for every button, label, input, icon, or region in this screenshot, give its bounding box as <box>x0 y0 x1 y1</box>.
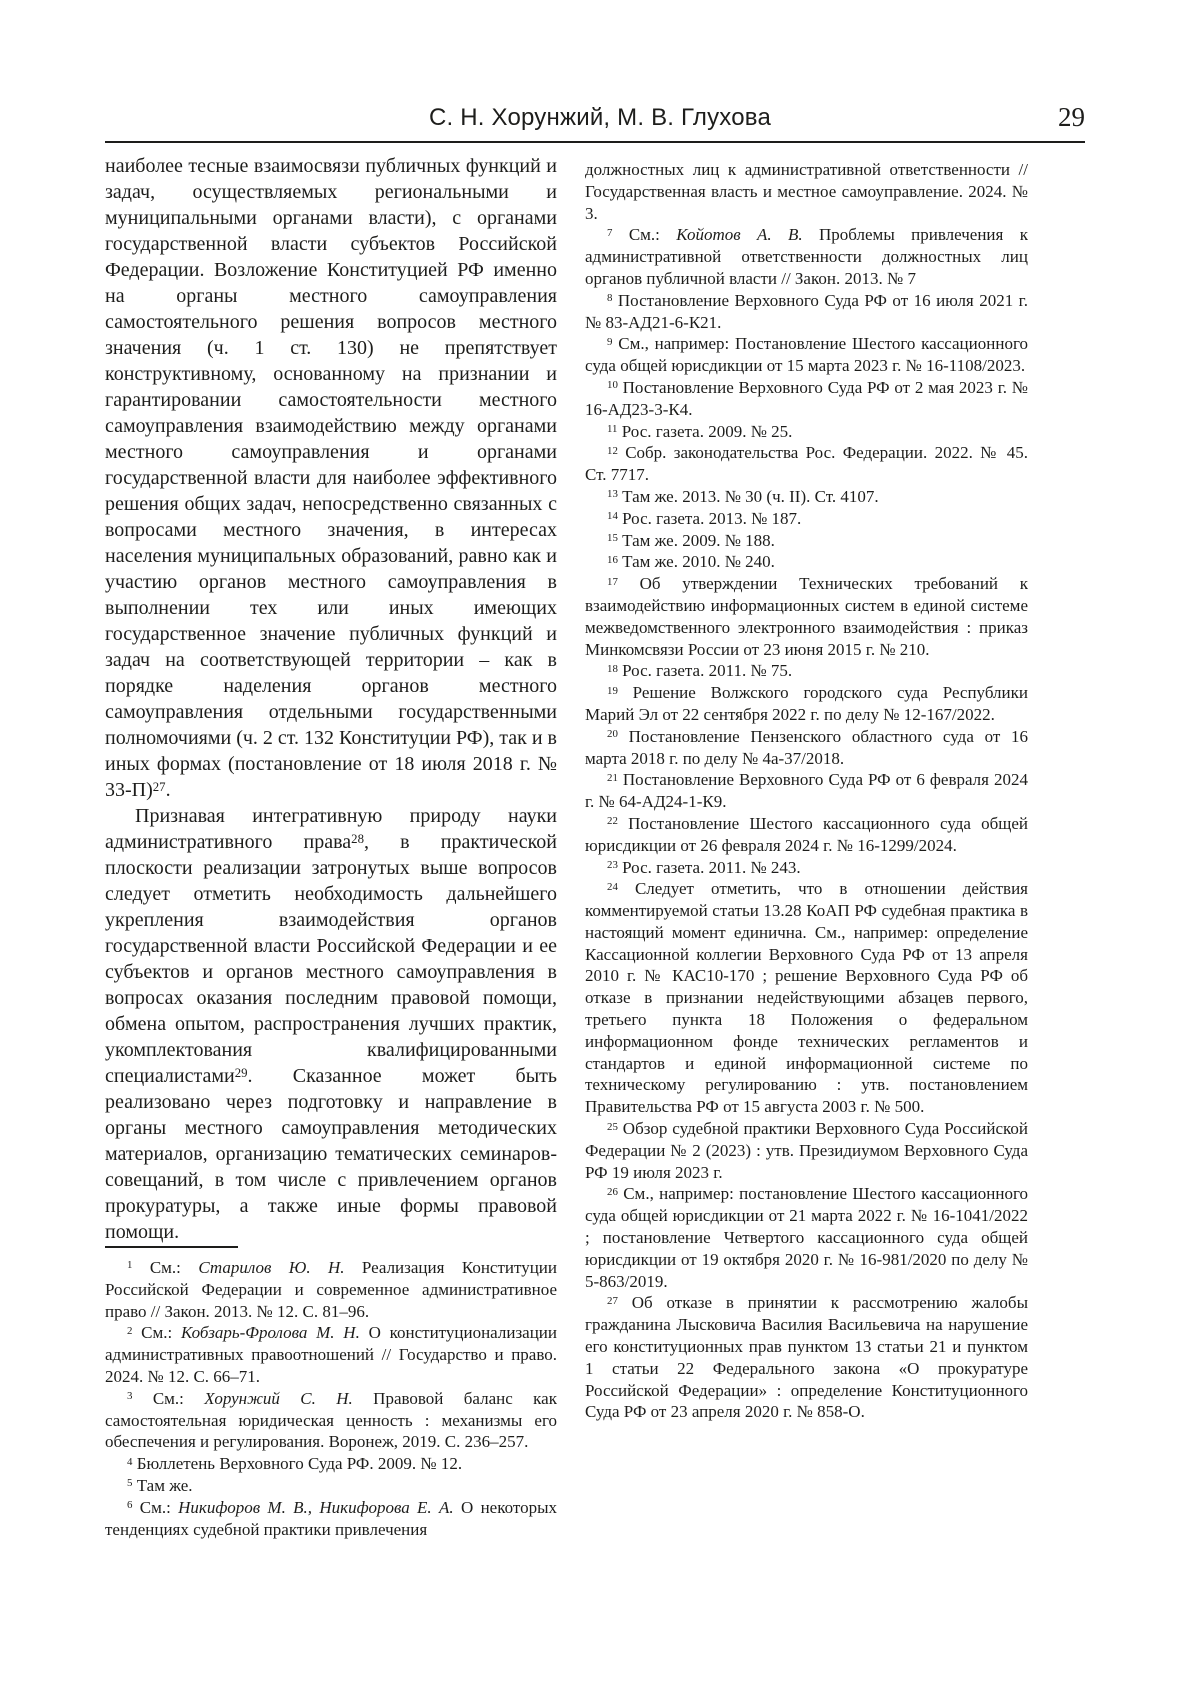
footnotes-left-column <box>105 1257 557 1565</box>
footnote-1: $^1$ См.: Старилов Ю. Н. Реализация Конституции Российской Федерации и современное административное право // Закон. 2013. № 12. С. 81–96. <box>105 1258 557 1321</box>
footnote-20: $^{20}$ Постановление Пензенского областного суда от 16 марта 2018 г. по делу № 4а-37/2018. <box>585 726 1028 768</box>
footnote-15: $^{15}$ Там же. 2009. № 188. <box>607 530 775 550</box>
footnote-2: $^2$ См.: Кобзарь-Фролова М. Н. О конституционализации административных правоотношений // Государство и право. 2024. № 12. С. 66–71. <box>105 1323 557 1386</box>
footnote-7: $^7$ См.: Койотов А. В. Проблемы привлечения к административной ответственности должностных лиц органов публичной власти // Закон. 2013. № 7 <box>585 225 1028 288</box>
page-number: 29 <box>1058 102 1085 132</box>
footnote-27: $^{27}$ Об отказе в принятии к рассмотрению жалобы гражданина Лысковича Василия Васильевича на нарушение его конституционных прав пунктом 13 статьи 21 и пунктом 1 статьи 22 Федерального закона «О прокуратуре Российской Федерации» : определение Конституционного Суда РФ от 23 апреля 2020 г. № 858-О. <box>585 1293 1028 1422</box>
footnote-8: $^8$ Постановление Верховного Суда РФ от 16 июля 2021 г. № 83-АД21-6-К21. <box>585 290 1028 332</box>
footnote-13: $^{13}$ Там же. 2013. № 30 (ч. II). Ст. 4107. <box>607 486 879 506</box>
header-rule <box>105 141 1085 143</box>
footnote-23: $^{23}$ Рос. газета. 2011. № 243. <box>607 857 801 877</box>
footnote-separator-rule <box>105 1246 238 1248</box>
footnote-11: $^{11}$ Рос. газета. 2009. № 25. <box>607 421 793 441</box>
footnote-19: $^{19}$ Решение Волжского городского суда Республики Марий Эл от 22 сентября 2022 г. по делу № 12-167/2022. <box>585 683 1028 724</box>
main-paragraph-2: Признавая интегративную природу науки административного права$^{28}$, в практической плоскости реализации затронутых выше вопросов следует отметить необходимость дальнейшего укрепления взаимодействия органов государственной власти Российской Федерации и ее субъектов и органов местного самоуправления в вопросах оказания последним правовой помощи, обмена опытом, распространения лучших практик, укомплектования квалифицированными специалистами$^{29}$. Сказанное может быть реализовано через подготовку и направление в органы местного самоуправления методических материалов, организацию тематических семинаров-совещаний, в том числе с привлечением органов прокуратуры, а также иные формы правовой помощи. <box>105 805 557 1243</box>
footnote-6-continuation: должностных лиц к административной ответственности // Государственная власть и местное самоуправление. 2024. № 3. <box>585 160 1028 223</box>
footnote-17: $^{17}$ Об утверждении Технических требований к взаимодействию информационных систем в единой системе межведомственного электронного взаимодействия : приказ Минкомсвязи России от 23 июня 2015 г. № 210. <box>585 574 1028 659</box>
main-paragraph-1: наиболее тесные взаимосвязи публичных функций и задач, осуществляемых региональными и муниципальными органами власти), с органами государственной власти субъектов Российской Федерации. Возложение Конституцией РФ именно на органы местного самоуправления самостоятельного решения вопросов местного значения (ч. 1 ст. 130) не препятствует конструктивному, основанному на признании и гарантировании самостоятельности местного самоуправления взаимодействию между органами местного самоуправления и органами государственной власти для наиболее эффективного решения общих задач, непосредственно связанных с вопросами местного значения, в интересах населения муниципальных образований, равно как и участию органов местного самоуправления в выполнении тех или иных имеющих государственное значение публичных функций и задач на соответствующей территории – как в порядке наделения органов местного самоуправления отдельными государственными полномочиями (ч. 2 ст. 132 Конституции РФ), так и в иных формах (постановление от 18 июля 2018 г. № 33-П)$^{27}$. <box>105 155 557 801</box>
running-title: С. Н. Хорунжий, М. В. Глухова <box>429 104 771 131</box>
footnote-25: $^{25}$ Обзор судебной практики Верховного Суда Российской Федерации № 2 (2023) : утв. Президиумом Верховного Суда РФ 19 июля 2023 г. <box>585 1119 1028 1182</box>
footnote-12: $^{12}$ Собр. законодательства Рос. Федерации. 2022. № 45. Ст. 7717. <box>585 443 1028 485</box>
footnote-5: $^5$ Там же. <box>127 1475 193 1495</box>
footnote-16: $^{16}$ Там же. 2010. № 240. <box>607 552 775 572</box>
footnote-3: $^3$ См.: Хорунжий С. Н. Правовой баланс как самостоятельная юридическая ценность : механизмы его обеспечения и регулирования. Воронеж, 2019. С. 236–257. <box>105 1388 557 1452</box>
footnote-21: $^{21}$ Постановление Верховного Суда РФ от 6 февраля 2024 г. № 64-АД24-1-К9. <box>585 770 1028 812</box>
footnote-4: $^4$ Бюллетень Верховного Суда РФ. 2009. № 12. <box>127 1454 463 1474</box>
footnote-22: $^{22}$ Постановление Шестого кассационного суда общей юрисдикции от 26 февраля 2024 г. № 16-1299/2024. <box>585 813 1028 855</box>
footnotes-right-column <box>585 159 1028 1563</box>
footnote-24: $^{24}$ Следует отметить, что в отношении действия комментируемой статьи 13.28 КоАП РФ судебная практика в настоящий момент единична. См., например: определение Кассационной коллегии Верховного Суда РФ от 13 апреля 2010 г. № КАС10-170 ; решение Верховного Суда РФ об отказе в признании недействующими абзацев первого, третьего пункта 18 Положения о федеральном информационном фонде технических регламентов и стандартов и единой информационной системе по техническому регулированию : утв. постановлением Правительства РФ от 15 августа 2003 г. № 500. <box>585 879 1028 1117</box>
footnote-14: $^{14}$ Рос. газета. 2013. № 187. <box>607 508 802 528</box>
footnote-26: $^{26}$ См., например: постановление Шестого кассационного суда общей юрисдикции от 21 марта 2022 г. № 16-1041/2022 ; постановление Четвертого кассационного суда общей юрисдикции от 19 октября 2020 г. № 16-981/2020 по делу № 5-863/2019. <box>585 1184 1028 1291</box>
footnote-10: $^{10}$ Постановление Верховного Суда РФ от 2 мая 2023 г. № 16-АД23-3-К4. <box>585 377 1028 419</box>
footnote-6: $^6$ См.: Никифоров М. В., Никифорова Е. А. О некоторых тенденциях судебной практики привлечения <box>105 1497 557 1539</box>
footnote-18: $^{18}$ Рос. газета. 2011. № 75. <box>607 661 793 681</box>
footnote-9: $^9$ См., например: Постановление Шестого кассационного суда общей юрисдикции от 15 марта 2023 г. № 16-1108/2023. <box>585 334 1028 376</box>
main-text-column <box>105 153 557 1243</box>
